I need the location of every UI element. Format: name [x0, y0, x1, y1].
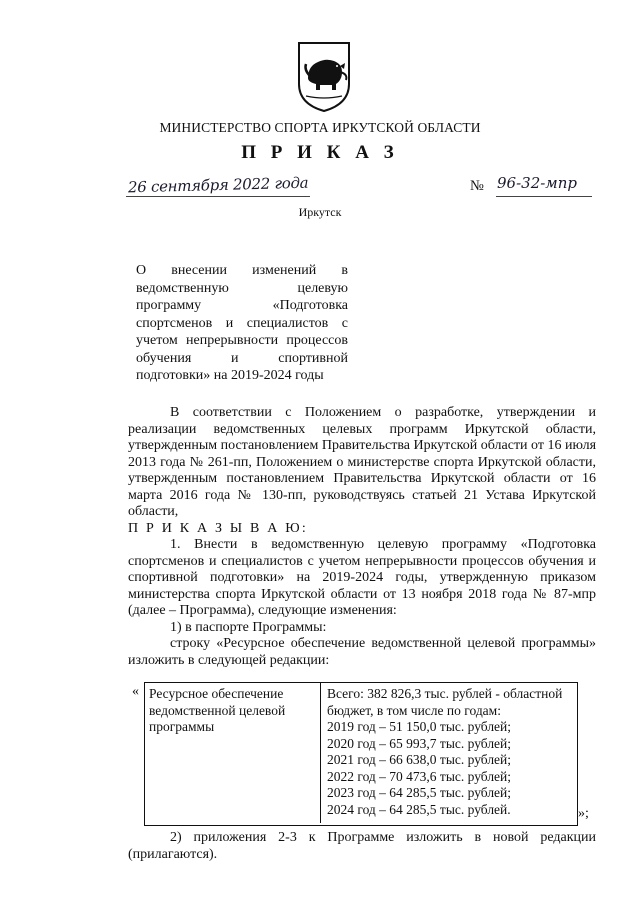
document-body — [128, 405, 596, 669]
table-line: бюджет, в том числе по годам: — [327, 702, 501, 718]
item-1-1-text: строку «Ресурсное обеспечение ведомственной целевой программы» изложить в следующей редакции: — [128, 636, 596, 668]
ministry-name: МИНИСТЕРСТВО СПОРТА ИРКУТСКОЙ ОБЛАСТИ — [159, 120, 481, 135]
coat-of-arms-icon — [296, 40, 352, 114]
table-line: 2019 год – 51 150,0 тыс. рублей; — [327, 719, 512, 734]
item-2-paragraph: 2) приложения 2-3 к Программе изложить в новой редакции (прилагаются). — [128, 830, 596, 862]
preamble-paragraph: В соответствии с Положением о разработке, утверждении и реализации ведомственных целевых программ Иркутской области, утвержденным постановлением Правительства Иркутской области от 16 июля 2013 года № 261-пп, Положением о министерстве спорта Иркутской области, утвержденным постановлением Правительства Иркутской области от 16 марта 2016 года № 130-пп, руководствуясь статьей 21 Устава Иркутской области, — [128, 405, 597, 519]
table-line: 2021 год – 66 638,0 тыс. рублей; — [327, 752, 512, 767]
quote-close: »; — [578, 806, 589, 821]
table-line: 2024 год – 64 285,5 тыс. рублей. — [327, 801, 511, 817]
order-subject: О внесении изменений в ведомственную целевую программу «Подготовка спортсменов и специалистов с учетом непрерывности процессов обучения и спортивной подготовки» на 2019-2024 годы — [136, 263, 348, 383]
item-2-block — [128, 830, 596, 863]
resource-table-label: Ресурсное обеспечение ведомственной целевой программы — [145, 683, 321, 823]
table-line: Всего: 382 826,3 тыс. рублей - областной — [327, 686, 563, 701]
item-1-1-paragraph: 1) в паспорте Программы: — [170, 619, 327, 635]
city: Иркутск — [298, 205, 342, 219]
table-line: 2020 год – 65 993,7 тыс. рублей; — [327, 735, 512, 751]
item-1-paragraph: 1. Внести в ведомственную целевую программу «Подготовка спортсменов и специалистов с учетом непрерывности процессов обучения и спортивной подготовки» на 2019-2024 годы, утвержденную приказом министерства спорта Иркутской области от 13 ноября 2018 года № 87-мпр (далее – Программа), следующие изменения: — [128, 537, 596, 618]
table-line: 2022 год – 70 473,6 тыс. рублей; — [327, 768, 512, 784]
handwritten-date: 26 сентября 2022 года — [127, 173, 309, 197]
number-underline — [496, 196, 592, 197]
resource-table — [144, 682, 578, 826]
quote-open: « — [132, 684, 139, 699]
handwritten-number: 96-32-мпр — [497, 174, 578, 192]
order-title: П Р И К А З — [241, 142, 399, 163]
date-underline — [126, 196, 310, 197]
table-line: 2023 год – 64 285,5 тыс. рублей; — [327, 785, 512, 800]
number-label: № — [470, 178, 484, 194]
resource-table-values — [323, 683, 577, 823]
order-word: П Р И К А З Ы В А Ю: — [128, 520, 308, 536]
